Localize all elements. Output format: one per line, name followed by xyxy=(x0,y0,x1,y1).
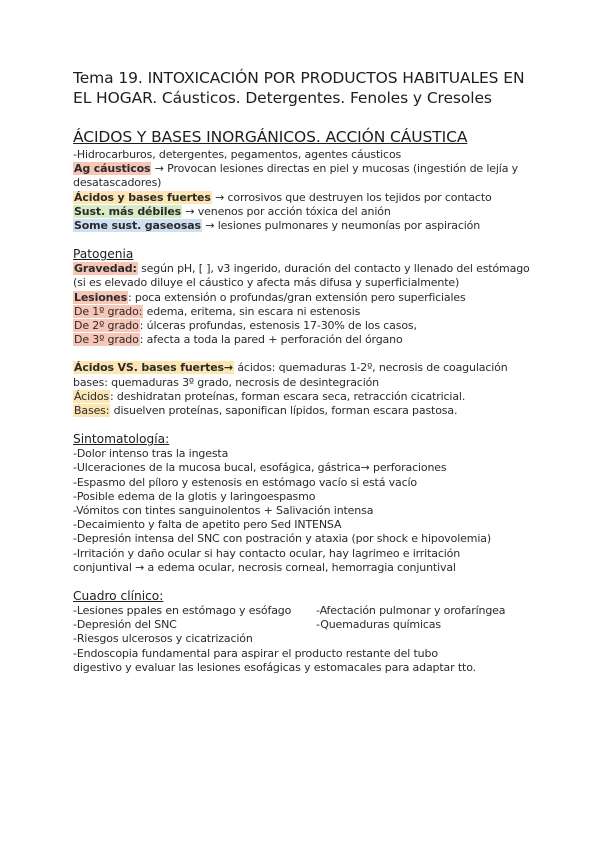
list-item: -Posible edema de la glotis y laringoespasmo xyxy=(73,489,316,503)
text-span: edema, eritema, sin escara ni estenosis xyxy=(143,304,361,318)
highlight-yellow: Ácidos y bases fuertes xyxy=(74,190,211,204)
highlight-red: Lesiones xyxy=(74,290,127,304)
title-line-1: Tema 19. INTOXICACIÓN POR PRODUCTOS HABITUALES EN xyxy=(73,69,525,87)
section-acidos-bases xyxy=(73,128,570,233)
text-span: → corrosivos que destruyen los tejidos por contacto xyxy=(211,190,492,204)
list-item: conjuntival → a edema ocular, necrosis corneal, hemorragia conjuntival xyxy=(73,560,456,574)
text-line xyxy=(73,404,570,418)
list-item: -Decaimiento y falta de apetito pero Sed INTENSA xyxy=(73,518,342,532)
text-span: → lesiones pulmonares y neumonías por aspiración xyxy=(201,219,481,233)
section-sintomatologia xyxy=(73,432,570,575)
highlight-red: De 2º grado xyxy=(74,319,139,333)
text-span: según pH, [ ], v3 ingerido, duración del contacto y llenado del estómago (si es elevado diluye el cáustico y afecta más difusa y superficialmente) xyxy=(73,262,530,290)
list-item: -Irritación y daño ocular si hay contacto ocular, hay lagrimeo e irritación xyxy=(73,546,461,560)
section-heading-patogenia: Patogenia xyxy=(73,247,134,262)
text-line xyxy=(73,162,533,190)
text-line xyxy=(73,319,570,333)
highlight-red: De 1º grado: xyxy=(74,304,143,318)
list-item: -Dolor intenso tras la ingesta xyxy=(73,447,229,461)
section-heading-sintomatologia: Sintomatología: xyxy=(73,432,170,447)
text-span: : poca extensión o profundas/gran extensión pero superficiales xyxy=(127,290,466,304)
highlight-red: Ag cáusticos xyxy=(74,162,151,176)
text-line xyxy=(73,333,570,347)
highlight-red: De 3º grado xyxy=(74,333,139,347)
text-span: disuelven proteínas, saponifican lípidos, forman escara pastosa. xyxy=(110,404,458,418)
list-item: -Riesgos ulcerosos y cicatrización xyxy=(73,632,253,646)
text-line xyxy=(73,191,570,205)
list-item: -Lesiones ppales en estómago y esófago xyxy=(73,604,292,618)
text-line xyxy=(73,291,570,305)
text-line: bases: quemaduras 3º grado, necrosis de desintegración xyxy=(73,375,380,389)
text-line xyxy=(73,390,570,404)
text-span: : úlceras profundas, estenosis 17-30% de los casos, xyxy=(139,319,417,333)
text-span: : deshidratan proteínas, forman escara seca, retracción cicatricial. xyxy=(109,389,466,403)
document-title xyxy=(73,68,570,108)
two-column-row xyxy=(73,604,570,618)
list-item: -Endoscopia fundamental para aspirar el producto restante del tubo xyxy=(73,646,438,660)
text-span: → venenos por acción tóxica del anión xyxy=(182,204,391,218)
text-line xyxy=(73,262,533,290)
text-span: → Provocan lesiones directas en piel y mucosas (ingestión de lejía y desatascadores) xyxy=(73,162,519,190)
list-item: -Depresión del SNC xyxy=(73,618,177,632)
list-item: digestivo y evaluar las lesiones esofágicas y estomacales para adaptar tto. xyxy=(73,660,476,674)
highlight-yellow: Ácidos xyxy=(74,389,109,403)
two-column-row xyxy=(73,618,570,632)
section-heading-acidos-bases: ÁCIDOS Y BASES INORGÁNICOS. ACCIÓN CÁUSTICA xyxy=(73,128,468,146)
text-line xyxy=(73,305,570,319)
text-span: ácidos: quemaduras 1-2º, necrosis de coagulación xyxy=(233,361,508,375)
highlight-green: Sust. más débiles xyxy=(74,204,182,218)
text-line: -Hidrocarburos, detergentes, pegamentos, agentes cáusticos xyxy=(73,148,402,161)
list-item: -Ulceraciones de la mucosa bucal, esofágica, gástrica→ perforaciones xyxy=(73,461,447,475)
text-line xyxy=(73,205,570,219)
list-item: -Depresión intensa del SNC con postración y ataxia (por shock e hipovolemia) xyxy=(73,532,491,546)
text-line xyxy=(73,361,570,375)
list-item: -Afectación pulmonar y orofaríngea xyxy=(316,604,506,618)
section-patogenia xyxy=(73,247,570,347)
title-line-2: EL HOGAR. Cáusticos. Detergentes. Fenoles y Cresoles xyxy=(73,89,492,107)
highlight-yellow: Bases: xyxy=(74,404,110,418)
list-item: -Espasmo del píloro y estenosis en estómago vacío si está vacío xyxy=(73,475,417,489)
section-cuadro-clinico xyxy=(73,589,570,675)
text-line xyxy=(73,219,570,233)
highlight-blue: Some sust. gaseosas xyxy=(74,219,201,233)
highlight-yellow: Ácidos VS. bases fuertes→ xyxy=(74,361,233,375)
list-item: -Vómitos con tintes sanguinolentos + Salivación intensa xyxy=(73,504,374,518)
highlight-red: Gravedad: xyxy=(74,262,137,276)
section-heading-cuadro-clinico: Cuadro clínico: xyxy=(73,589,164,604)
list-item: -Quemaduras químicas xyxy=(316,618,441,632)
text-span: : afecta a toda la pared + perforación del órgano xyxy=(139,333,403,347)
section-acidos-vs-bases xyxy=(73,361,570,418)
